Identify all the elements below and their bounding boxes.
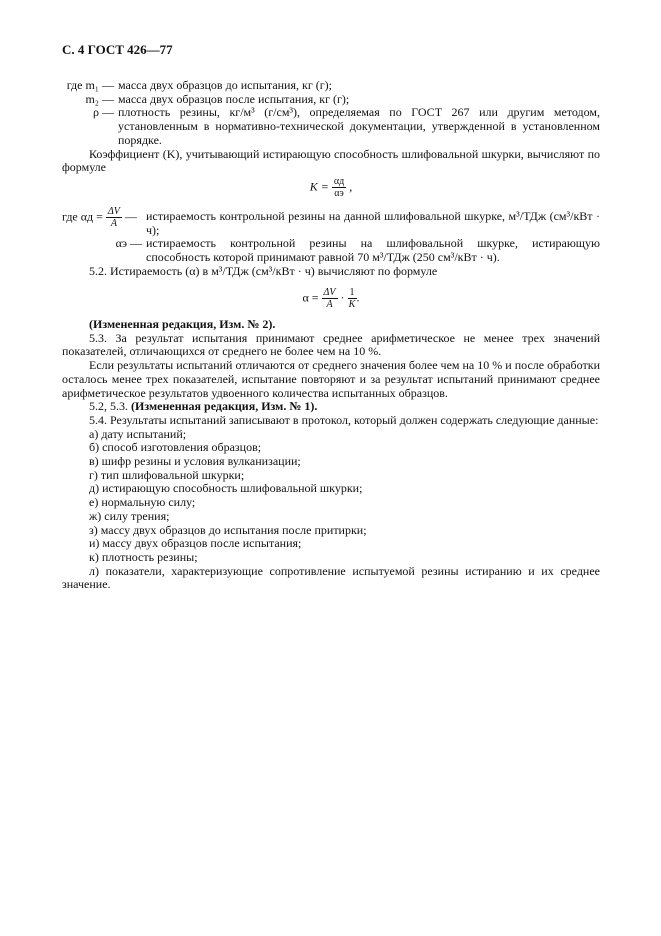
list-item: а) дату испытаний; bbox=[89, 426, 187, 441]
amendment-note-2: (Измененная редакция, Изм. № 2). bbox=[89, 317, 276, 331]
definition-alpha-d: где αд = $\frac{\Delta V}{A}$ — истираемость контрольной резины на данной шлифовальной шкурке, м³/ТДж (см³/кВт · ч); bbox=[62, 206, 600, 237]
page-header: С. 4 ГОСТ 426—77 bbox=[62, 42, 173, 57]
definition-m2: m₂ — масса двух образцов после испытания, кг (г); bbox=[85, 91, 350, 106]
list-item: е) нормальную силу; bbox=[89, 495, 196, 510]
definition-m1: где m₁ — масса двух образцов до испытания, кг (г); bbox=[66, 78, 333, 92]
section-5-2: 5.2. Истираемость (α) в м³/ТДж (см³/кВт · ч) вычисляют по формуле bbox=[89, 263, 438, 278]
definition-alpha-e: αэ — истираемость контрольной резины на шлифовальной шкурке, истирающую способность которой принимают равной 70 м³/ТДж (250 см³/кВт · ч). bbox=[115, 236, 600, 265]
list-item: д) истирающую способность шлифовальной шкурки; bbox=[89, 481, 363, 496]
list-item: ж) силу трения; bbox=[89, 508, 170, 523]
definition-rho: ρ — плотность резины, кг/м³ (г/см³), определяемая по ГОСТ 267 или другим методом, установленным в нормативно-технической документации, утвержденной в установленном порядке. bbox=[93, 105, 600, 147]
list-item: в) шифр резины и условия вулканизации; bbox=[89, 454, 301, 469]
coefficient-paragraph: Коэффициент (K), учитывающий истирающую способность шлифовальной шкурки, вычисляют по формуле bbox=[62, 146, 600, 175]
variable-definitions bbox=[62, 79, 600, 175]
list-item: к) плотность резины; bbox=[89, 549, 198, 564]
amendment-note-1: 5.2, 5.3. (Измененная редакция, Изм. № 1). bbox=[89, 399, 318, 414]
sections-5-3-5-4 bbox=[62, 318, 600, 592]
list-item: л) показатели, характеризующие сопротивление испытуемой резины истиранию и их среднее значение. bbox=[62, 563, 600, 592]
formula-alpha: α = $\frac{\Delta V}{A}$ · $\frac{1}{K}$ . bbox=[302, 287, 360, 310]
list-item: б) способ изготовления образцов; bbox=[89, 440, 262, 455]
protocol-list bbox=[62, 428, 600, 565]
section-5-3-repeat: Если результаты испытаний отличаются от среднего значения более чем на 10 % и после обработки осталось менее трех показателей, испытание повторяют и за результат испытаний принимают среднее арифметическое результатов удвоенного количества испытанных образцов. bbox=[62, 358, 600, 400]
list-item: г) тип шлифовальной шкурки; bbox=[89, 467, 245, 482]
formula-k: K = $\frac{\alpha д}{\alpha э}$ , bbox=[309, 176, 353, 199]
list-item: и) массу двух образцов после испытания; bbox=[89, 536, 302, 551]
list-item: з) массу двух образцов до испытания после притирки; bbox=[89, 522, 367, 537]
section-5-4: 5.4. Результаты испытаний записывают в протокол, который должен содержать следующие данные: bbox=[89, 412, 599, 427]
alpha-definitions bbox=[62, 206, 600, 279]
section-5-3: 5.3. За результат испытания принимают среднее арифметическое не менее трех значений показателей, отличающихся от среднего не более чем на 10 %. bbox=[62, 330, 600, 359]
